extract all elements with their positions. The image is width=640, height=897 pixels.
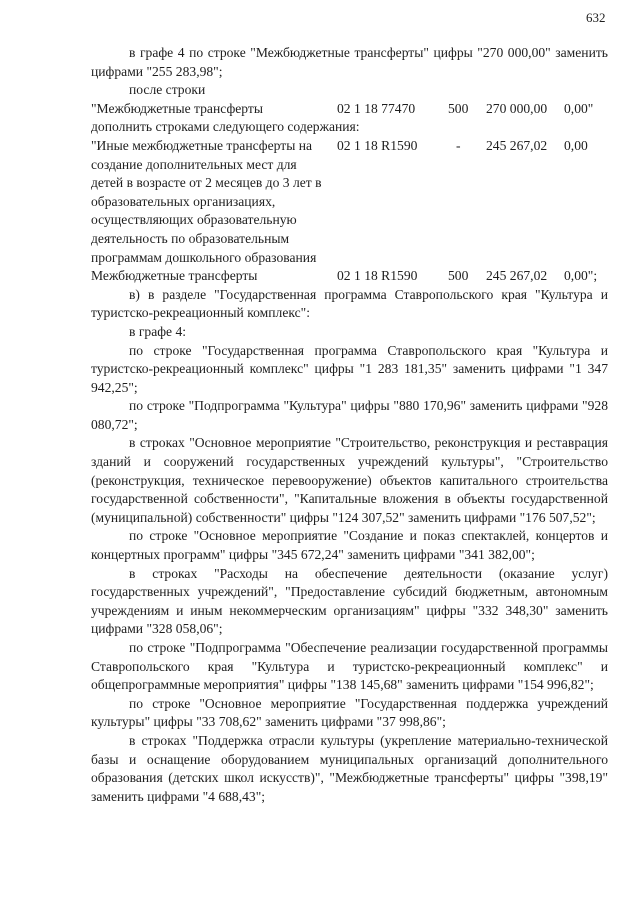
row-amount: 245 267,02 [486,268,548,284]
table-row [91,137,608,267]
document-body [91,44,608,806]
paragraph: по строке "Подпрограмма "Культура" цифры "880 170,96" заменить цифрами "928 080,72"; [91,398,608,432]
paragraph: по строке "Основное мероприятие "Государственная поддержка учреждений культуры" цифры "33 708,62" заменить цифрами "37 998,86"; [91,695,608,730]
row-name: "Иные межбюджетные трансферты на создание дополнительных мест для детей в возрасте от 2 месяцев до 3 лет в образовательных организациях, осуществляющих образовательную деятельность по образовательным программам дошкольного образования [91,137,322,265]
row-zero: 0,00"; [564,268,598,284]
paragraph: в строках "Поддержка отрасли культуры (укрепление материально-технической базы и оснащение оборудованием муниципальных организаций дополнительного образования (детских школ искусств)", "Межбюджетные трансферты" цифры "398,19" заменить цифрами "4 688,43"; [91,732,608,804]
table-row [91,100,608,119]
paragraph: в графе 4 по строке "Межбюджетные трансферты" цифры "270 000,00" заменить цифрами "255 283,98"; [91,45,608,79]
row-zero: 0,00 [564,137,588,153]
paragraph: в строках "Основное мероприятие "Строительство, реконструкция и реставрация зданий и сооружений государственных учреждений культуры", "Строительство (реконструкция, техническое перевооружение) объектов капитального строительства государственной собственности", "Капитальные вложения в объекты государственной (муниципальной) собственности" цифры "124 307,52" заменить цифрами "176 507,52"; [91,435,608,525]
row-code: 02 1 18 77470 [337,100,416,116]
row-zero: 0,00" [564,100,594,116]
paragraph: в) в разделе "Государственная программа Ставропольского края "Культура и туристско-рекреационный комплекс": [91,286,608,321]
paragraph: по строке "Подпрограмма "Обеспечение реализации государственной программы Ставропольского края "Культура и туристско-рекреационный комплекс" и общепрограммные мероприятия" цифры "138 145,68" заменить цифрами "154 996,82"; [91,640,608,693]
row-amount: 270 000,00 [486,100,548,116]
paragraph: по строке "Государственная программа Ставропольского края "Культура и туристско-рекреационный комплекс" цифры "1 283 181,35" заменить цифрами "1 347 942,25"; [91,342,608,395]
row-group: 500 [448,100,469,116]
paragraph: дополнить строками следующего содержания: [91,119,360,135]
table-row [91,267,608,286]
paragraph: в строках "Расходы на обеспечение деятельности (оказание услуг) государственных учреждений", "Предоставление субсидий бюджетным, автономным учреждениям и иным некоммерческим организациям" цифры "332 348,30" заменить цифрами "328 058,06"; [91,565,608,637]
row-amount: 245 267,02 [486,137,548,153]
row-name: Межбюджетные трансферты [91,268,258,284]
row-group: 500 [448,268,469,284]
paragraph: после строки [129,82,206,98]
page-number: 632 [586,10,606,25]
row-group: - [456,137,461,153]
paragraph: в графе 4: [129,323,187,339]
paragraph: по строке "Основное мероприятие "Создание и показ спектаклей, концертов и концертных программ" цифры "345 672,24" заменить цифрами "341 382,00"; [91,528,608,563]
row-code: 02 1 18 R1590 [337,268,418,284]
row-code: 02 1 18 R1590 [337,137,418,153]
row-name: "Межбюджетные трансферты [91,100,263,116]
